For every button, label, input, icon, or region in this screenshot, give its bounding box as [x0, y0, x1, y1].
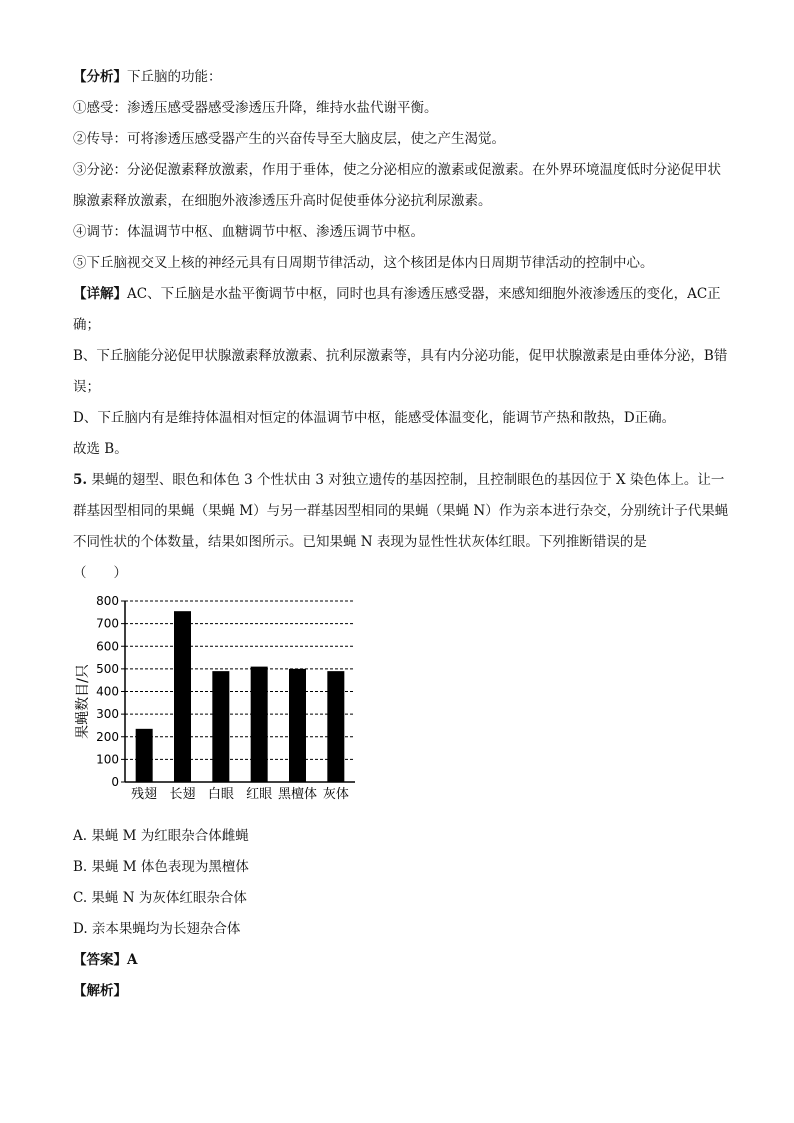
analysis-label: 【分析】 — [73, 69, 127, 85]
detail-p4: 故选 B。 — [73, 441, 128, 457]
y-tick-label-500: 500 — [96, 661, 119, 676]
bar-5 — [327, 671, 344, 782]
option-d[interactable]: D. 亲本果蝇均为长翅杂合体 — [73, 921, 241, 937]
bar-2 — [212, 671, 229, 782]
y-tick-label-800: 800 — [96, 594, 119, 608]
analysis-item-5: ⑤下丘脑视交叉上核的神经元具有日周期节律活动，这个核团是体内日周期节律活动的控制中心。 — [73, 255, 654, 271]
page — [73, 62, 733, 1007]
x-tick-label-5: 灰体 — [322, 787, 349, 802]
bar-0 — [136, 729, 153, 782]
y-tick-label-400: 400 — [96, 684, 119, 699]
option-c[interactable]: C. 果蝇 N 为灰体红眼杂合体 — [73, 890, 247, 906]
y-tick-label-600: 600 — [96, 639, 119, 654]
detail-p1 — [73, 279, 733, 341]
y-axis-label: 果蝇数目/只 — [75, 664, 91, 739]
detail-p2: B、下丘脑能分泌促甲状腺激素释放激素、抗利尿激素等，具有内分泌功能，促甲状腺激素是由垂体分泌，B错误； — [73, 348, 728, 395]
x-tick-label-4: 黑檀体 — [277, 787, 318, 802]
bar-1 — [174, 611, 191, 782]
options-list — [73, 821, 733, 945]
analysis2-line — [73, 976, 733, 1007]
y-tick-label-100: 100 — [96, 752, 119, 767]
question-stem — [73, 465, 733, 558]
bar-chart — [73, 591, 373, 821]
bar-chart-svg — [73, 591, 373, 821]
question-text: 果蝇的翅型、眼色和体色 3 个性状由 3 对独立遗传的基因控制，且控制眼色的基因位于 X 染色体上。让一群基因型相同的果蝇（果蝇 M）与另一群基因型相同的果蝇（果蝇 N）作为亲本进行杂交，分别统计子代果蝇不同性状的个体数量，结果如图所示。已知果蝇 N 表现为显性性状灰体红眼。下列推断错误的是 — [73, 472, 729, 550]
x-tick-label-1: 长翅 — [169, 787, 196, 802]
option-a[interactable]: A. 果蝇 M 为红眼杂合体雌蝇 — [73, 828, 249, 844]
detail-label: 【详解】 — [73, 286, 127, 302]
answer-value: A — [127, 952, 138, 968]
option-b[interactable]: B. 果蝇 M 体色表现为黑檀体 — [73, 859, 249, 875]
bar-4 — [289, 669, 306, 782]
analysis-heading — [73, 62, 733, 93]
analysis-item-1: ①感受：渗透压感受器感受渗透压升降，维持水盐代谢平衡。 — [73, 100, 438, 116]
x-tick-label-0: 残翅 — [131, 787, 158, 802]
bar-3 — [251, 667, 268, 782]
detail-p1-text: AC、下丘脑是水盐平衡调节中枢，同时也具有渗透压感受器，来感知细胞外液渗透压的变化，AC正确； — [73, 286, 721, 333]
x-tick-label-2: 白眼 — [207, 787, 234, 802]
question-number: 5. — [73, 472, 88, 488]
y-tick-label-700: 700 — [96, 616, 119, 631]
y-tick-label-200: 200 — [96, 729, 119, 744]
y-tick-label-0: 0 — [111, 775, 119, 789]
answer-label: 【答案】 — [73, 952, 127, 968]
x-tick-label-3: 红眼 — [246, 787, 273, 802]
analysis2-label: 【解析】 — [73, 983, 127, 999]
analysis-item-2: ②传导：可将渗透压感受器产生的兴奋传导至大脑皮层，使之产生渴觉。 — [73, 131, 505, 147]
analysis-item-3: ③分泌：分泌促激素释放激素，作用于垂体，使之分泌相应的激素或促激素。在外界环境温度低时分泌促甲状腺激素释放激素，在细胞外液渗透压升高时促使垂体分泌抗利尿激素。 — [73, 162, 721, 209]
analysis-item-4: ④调节：体温调节中枢、血糖调节中枢、渗透压调节中枢。 — [73, 224, 424, 240]
detail-p3: D、下丘脑内有是维持体温相对恒定的体温调节中枢，能感受体温变化，能调节产热和散热，D正确。 — [73, 410, 676, 426]
y-tick-label-300: 300 — [96, 707, 119, 722]
answer-line — [73, 945, 733, 976]
analysis-intro: 下丘脑的功能： — [127, 69, 222, 85]
question-blank: （ ） — [73, 565, 127, 581]
